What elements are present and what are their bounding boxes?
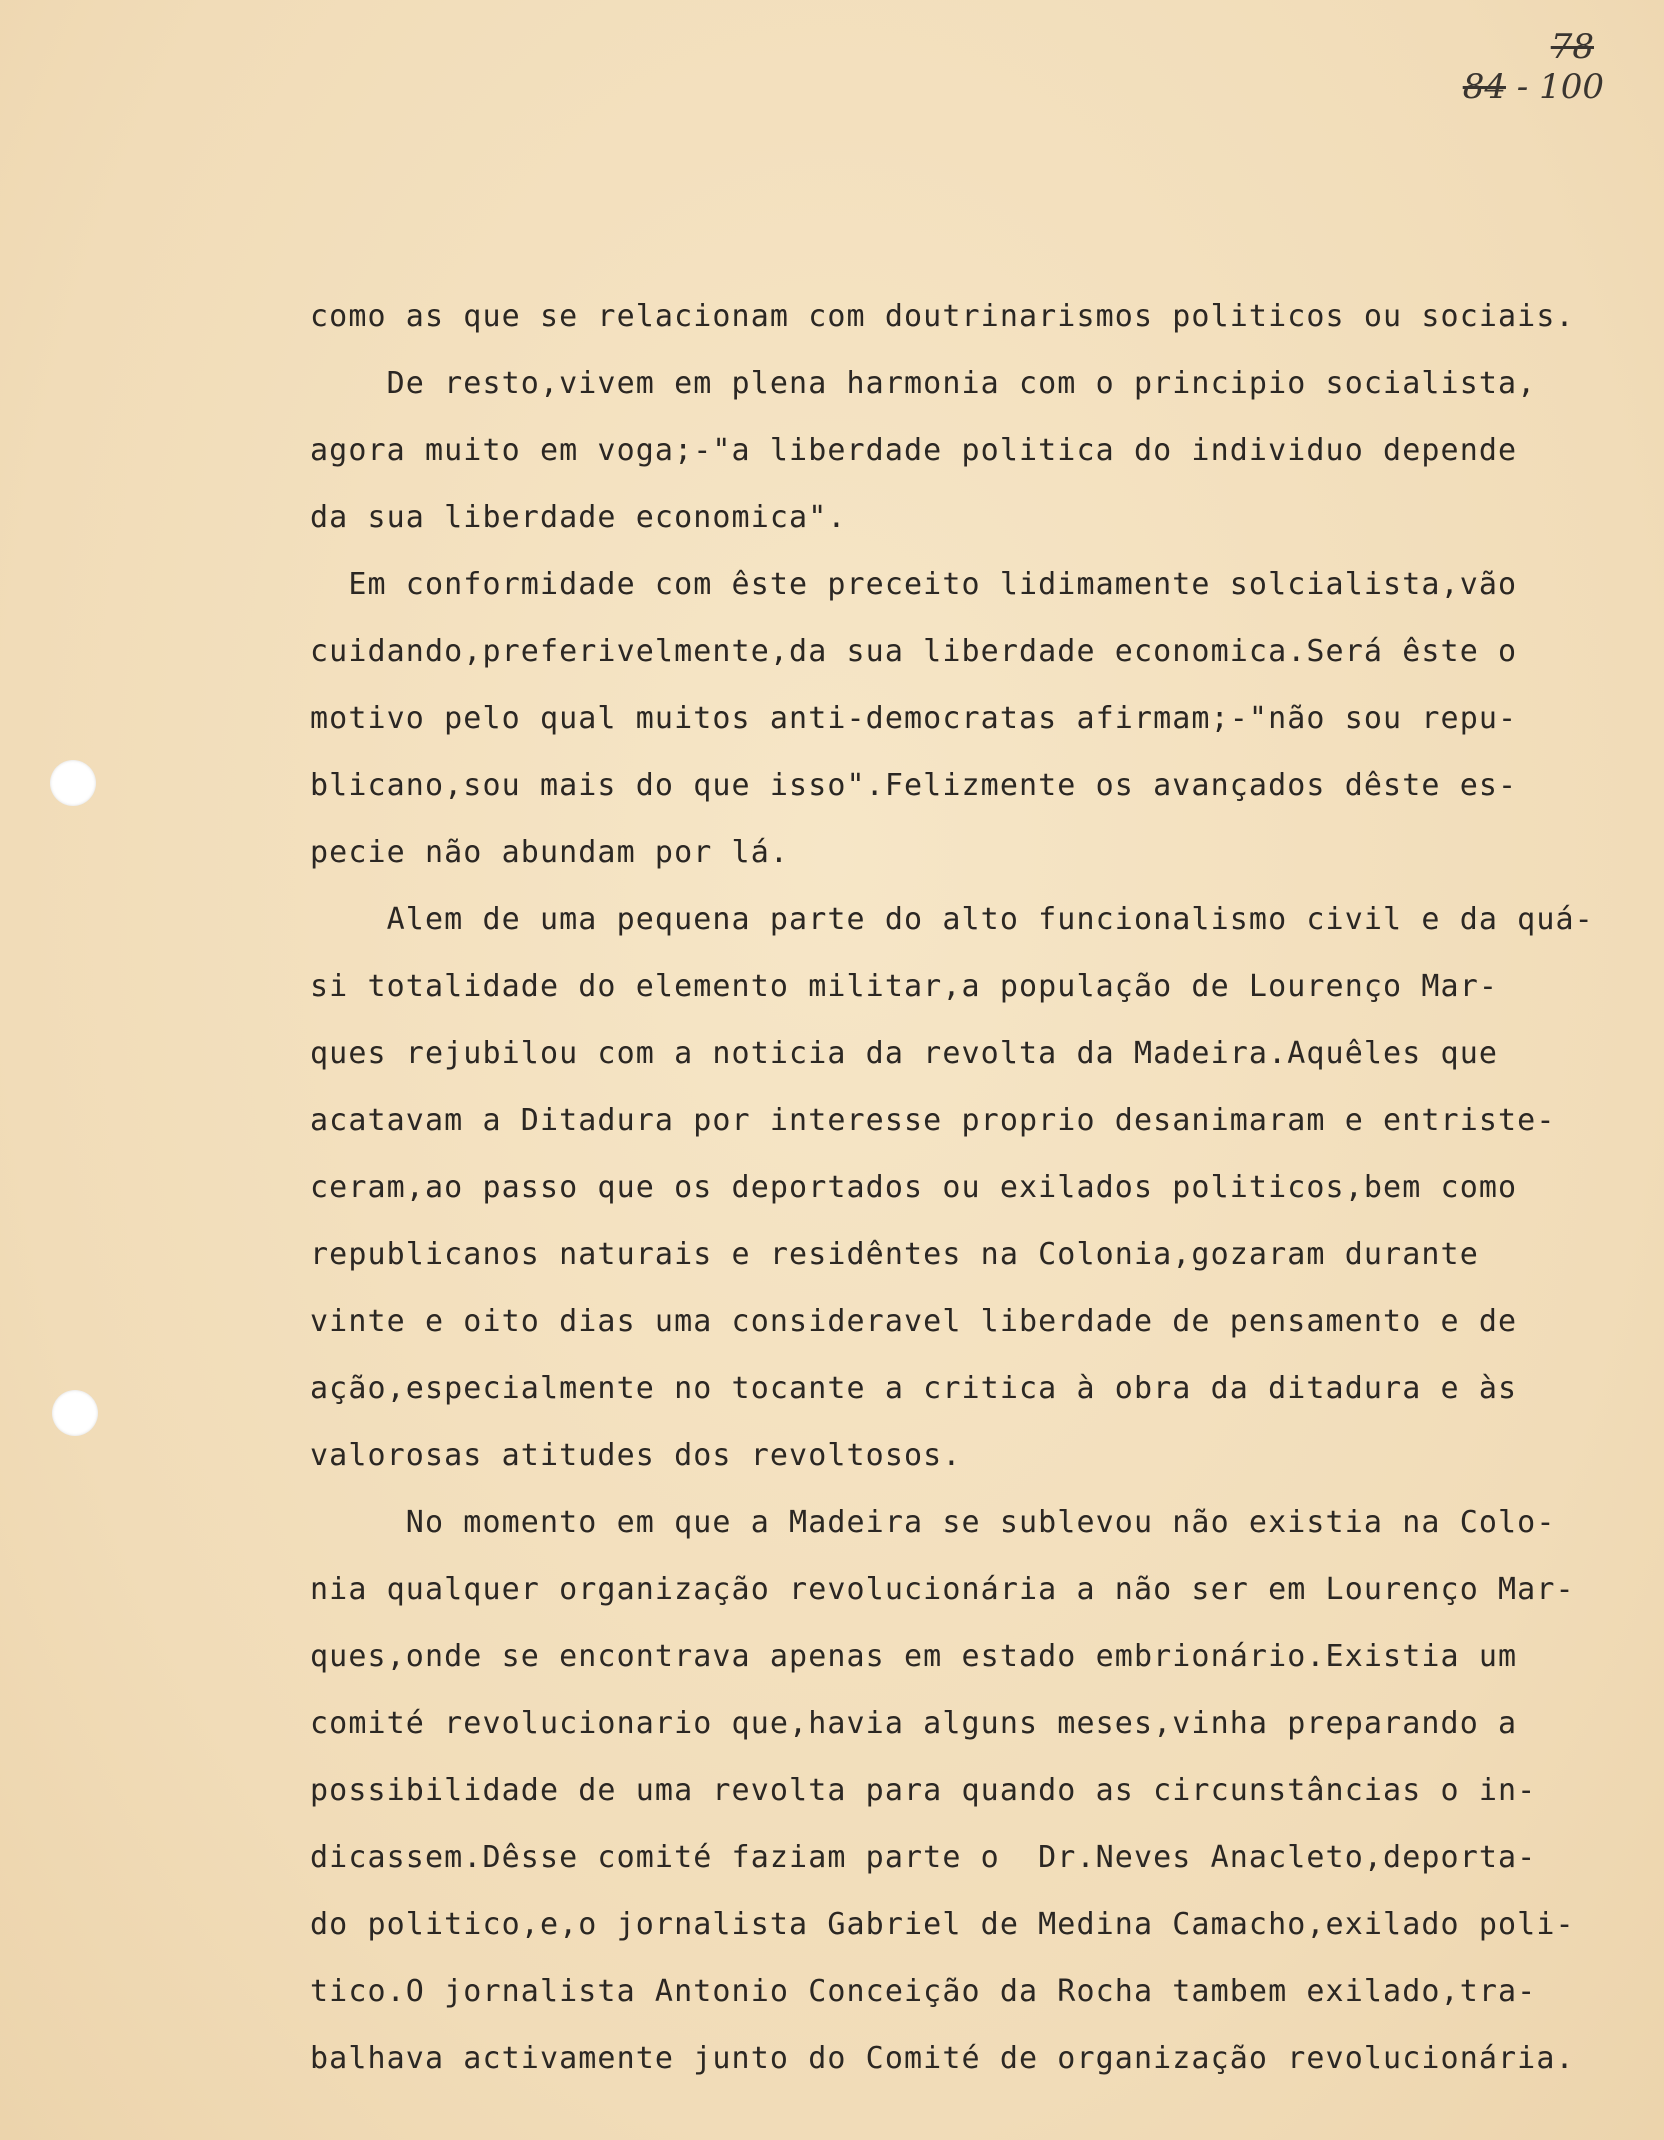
punch-hole	[52, 1390, 98, 1436]
punch-hole	[50, 760, 96, 806]
text-line: No momento em que a Madeira se sublevou não existia na Colo-	[310, 1505, 1556, 1540]
text-line: Em conformidade com êste preceito lidimamente solcialista,vão	[310, 567, 1518, 602]
text-line: si totalidade do elemento militar,a população de Lourenço Mar-	[310, 969, 1499, 1004]
text-line: De resto,vivem em plena harmonia com o principio socialista,	[310, 366, 1537, 401]
text-line: ques,onde se encontrava apenas em estado embrionário.Existia um	[310, 1639, 1518, 1674]
text-line: da sua liberdade economica".	[310, 500, 847, 535]
text-line: acatavam a Ditadura por interesse proprio desanimaram e entriste-	[310, 1103, 1556, 1138]
text-line: tico.O jornalista Antonio Conceição da Rocha tambem exilado,tra-	[310, 1974, 1537, 2009]
text-line: nia qualquer organização revolucionária a não ser em Lourenço Mar-	[310, 1572, 1575, 1607]
text-line: republicanos naturais e residêntes na Colonia,gozaram durante	[310, 1237, 1479, 1272]
text-line: balhava activamente junto do Comité de organização revolucionária.	[310, 2041, 1575, 2076]
text-line: blicano,sou mais do que isso".Felizmente os avançados dêste es-	[310, 768, 1518, 803]
typewritten-body	[310, 296, 1630, 2105]
text-line: ques rejubilou com a noticia da revolta da Madeira.Aquêles que	[310, 1036, 1499, 1071]
text-line: ação,especialmente no tocante a critica à obra da ditadura e às	[310, 1371, 1518, 1406]
text-line: agora muito em voga;-"a liberdade politica do individuo depende	[310, 433, 1518, 468]
text-line: cuidando,preferivelmente,da sua liberdade economica.Será êste o	[310, 634, 1518, 669]
text-line: pecie não abundam por lá.	[310, 835, 790, 870]
page-number-annotation: 78 84 - 100	[1462, 27, 1604, 107]
text-line: possibilidade de uma revolta para quando as circunstâncias o in-	[310, 1773, 1537, 1808]
text-line: dicassem.Dêsse comité faziam parte o Dr.Neves Anacleto,deporta-	[310, 1840, 1537, 1875]
text-line: como as que se relacionam com doutrinarismos politicos ou sociais.	[310, 299, 1575, 334]
text-line: ceram,ao passo que os deportados ou exilados politicos,bem como	[310, 1170, 1518, 1205]
page-number: 100	[1539, 67, 1604, 107]
text-line: valorosas atitudes dos revoltosos.	[310, 1438, 962, 1473]
text-line: motivo pelo qual muitos anti-democratas afirmam;-"não sou repu-	[310, 701, 1518, 736]
text-line: do politico,e,o jornalista Gabriel de Medina Camacho,exilado poli-	[310, 1907, 1575, 1942]
text-line: vinte e oito dias uma consideravel liberdade de pensamento e de	[310, 1304, 1518, 1339]
text-line: Alem de uma pequena parte do alto funcionalismo civil e da quá-	[310, 902, 1594, 937]
struck-folio-left: 84	[1462, 67, 1506, 107]
struck-folio-top: 78	[1550, 27, 1594, 67]
text-line: comité revolucionario que,havia alguns meses,vinha preparando a	[310, 1706, 1518, 1741]
